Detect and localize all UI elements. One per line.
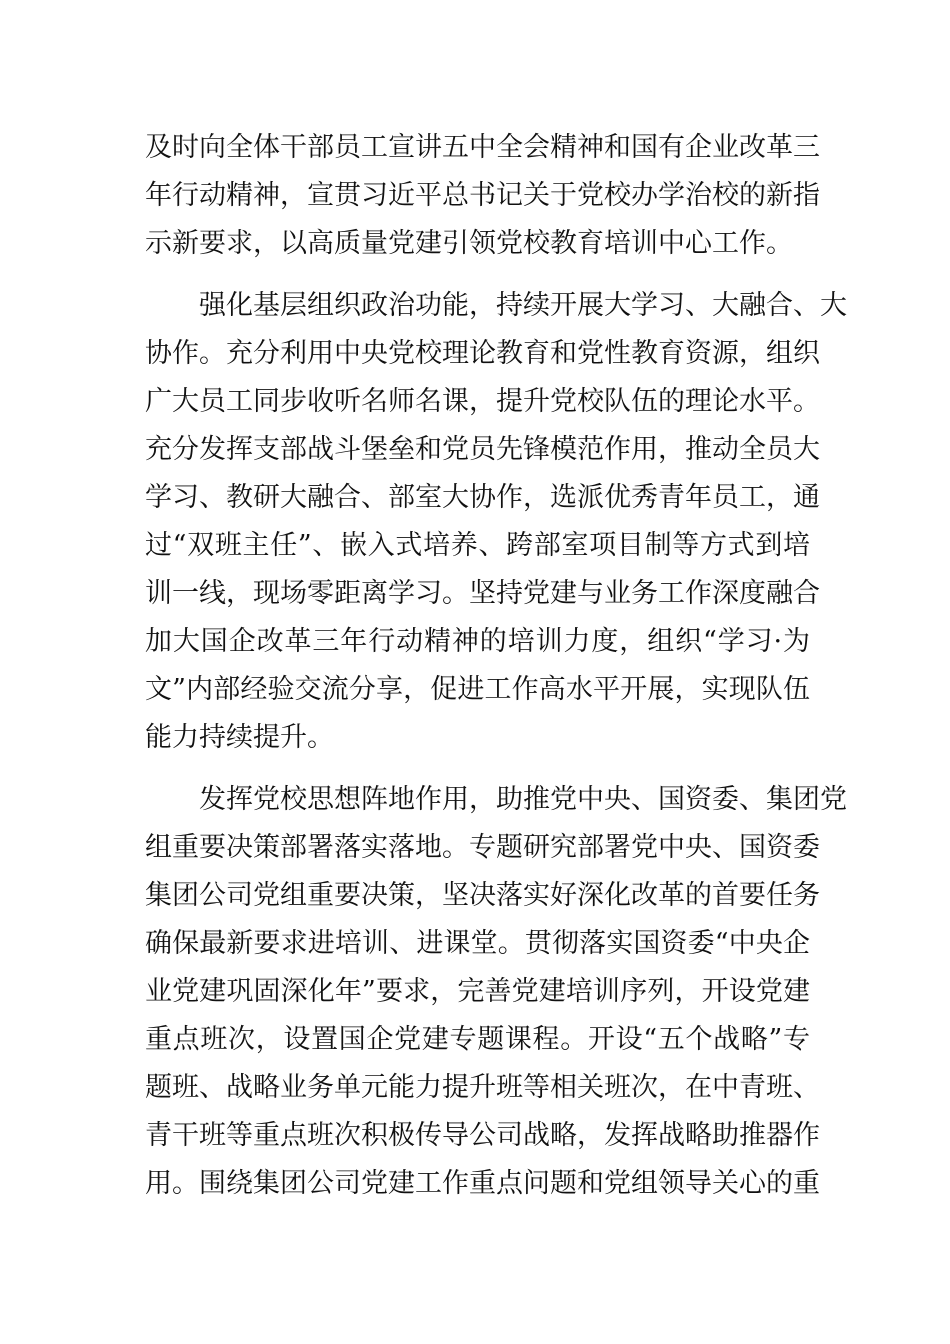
text-line: 协作。充分利用中央党校理论教育和党性教育资源，组织: [145, 338, 820, 369]
text-line: 过“双班主任”、嵌入式培养、跨部室项目制等方式到培: [145, 530, 810, 561]
paragraph-1: [145, 124, 820, 268]
text-line: 能力持续提升。: [145, 722, 334, 753]
document-body: [145, 124, 847, 1208]
text-line: 题班、战略业务单元能力提升班等相关班次，在中青班、: [145, 1072, 820, 1103]
text-line: 重点班次，设置国企党建专题课程。开设“五个战略”专: [145, 1024, 810, 1055]
text-line: 加大国企改革三年行动精神的培训力度，组织“学习·为: [145, 626, 810, 657]
text-line: 确保最新要求进培训、进课堂。贯彻落实国资委“中央企: [145, 928, 810, 959]
text-line: 组重要决策部署落实落地。专题研究部署党中央、国资委: [145, 832, 820, 863]
text-line: 学习、教研大融合、部室大协作，选派优秀青年员工，通: [145, 482, 820, 513]
text-line: 充分发挥支部战斗堡垒和党员先锋模范作用，推动全员大: [145, 434, 820, 465]
text-line: 强化基层组织政治功能，持续开展大学习、大融合、大: [145, 290, 847, 321]
paragraph-3: [145, 776, 847, 1208]
text-line: 集团公司党组重要决策，坚决落实好深化改革的首要任务: [145, 880, 820, 911]
text-line: 发挥党校思想阵地作用，助推党中央、国资委、集团党: [145, 784, 847, 815]
text-line: 训一线，现场零距离学习。坚持党建与业务工作深度融合: [145, 578, 820, 609]
text-line: 示新要求，以高质量党建引领党校教育培训中心工作。: [145, 228, 793, 259]
text-line: 及时向全体干部员工宣讲五中全会精神和国有企业改革三: [145, 132, 820, 163]
text-line: 青干班等重点班次积极传导公司战略，发挥战略助推器作: [145, 1120, 820, 1151]
text-line: 业党建巩固深化年”要求，完善党建培训序列，开设党建: [145, 976, 810, 1007]
text-line: 文”内部经验交流分享，促进工作高水平开展，实现队伍: [145, 674, 810, 705]
paragraph-2: [145, 282, 847, 762]
text-line: 用。围绕集团公司党建工作重点问题和党组领导关心的重: [145, 1168, 820, 1199]
text-line: 年行动精神，宣贯习近平总书记关于党校办学治校的新指: [145, 180, 820, 211]
text-line: 广大员工同步收听名师名课，提升党校队伍的理论水平。: [145, 386, 820, 417]
